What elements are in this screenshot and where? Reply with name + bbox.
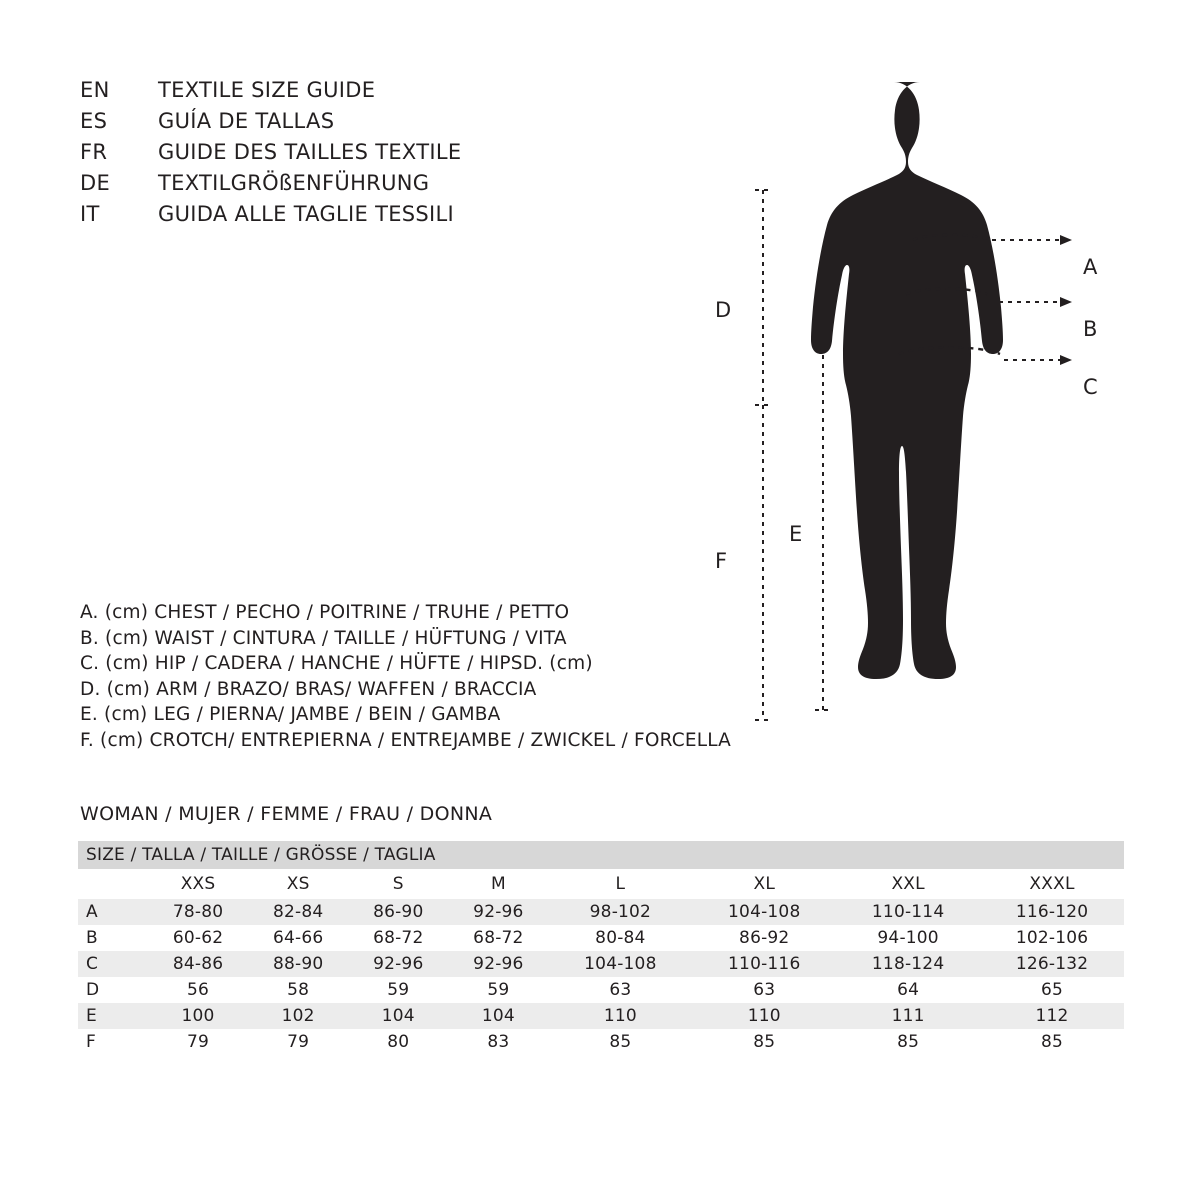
cell-e-l: 110 (548, 1003, 692, 1029)
title-row (80, 78, 700, 109)
row-label-f: F (78, 1029, 148, 1055)
row-label-b: B (78, 925, 148, 951)
legend-block (80, 600, 780, 753)
arrow-c (1060, 355, 1072, 365)
size-col-xxxl: XXXL (980, 869, 1124, 899)
cell-d-m: 59 (448, 977, 548, 1003)
dimension-label-c: C (1083, 375, 1098, 399)
dimension-label-e: E (789, 522, 803, 546)
title-text-it: GUIDA ALLE TAGLIE TESSILI (158, 202, 455, 226)
cell-f-m: 83 (448, 1029, 548, 1055)
cell-f-xs: 79 (248, 1029, 348, 1055)
cell-b-xxs: 60-62 (148, 925, 248, 951)
cell-a-m: 92-96 (448, 899, 548, 925)
dimension-label-b: B (1083, 317, 1098, 341)
cell-a-l: 98-102 (548, 899, 692, 925)
cell-e-s: 104 (348, 1003, 448, 1029)
title-row (80, 109, 700, 140)
cell-c-m: 92-96 (448, 951, 548, 977)
row-label-d: D (78, 977, 148, 1003)
cell-c-xxl: 118-124 (836, 951, 980, 977)
cell-a-xs: 82-84 (248, 899, 348, 925)
cell-c-s: 92-96 (348, 951, 448, 977)
cell-a-s: 86-90 (348, 899, 448, 925)
table-header-row (78, 841, 1124, 869)
title-row (80, 171, 700, 202)
legend-item-d: D. (cm) ARM / BRAZO/ BRAS/ WAFFEN / BRACCIA (80, 678, 537, 700)
size-col-xl: XL (692, 869, 836, 899)
cell-a-xxl: 110-114 (836, 899, 980, 925)
dimension-label-a: A (1083, 255, 1098, 279)
cell-c-xs: 88-90 (248, 951, 348, 977)
cell-b-l: 80-84 (548, 925, 692, 951)
arrow-b (1060, 297, 1072, 307)
legend-item-e: E. (cm) LEG / PIERNA/ JAMBE / BEIN / GAMBA (80, 704, 501, 725)
cell-e-xxl: 111 (836, 1003, 980, 1029)
cell-e-xl: 110 (692, 1003, 836, 1029)
cell-e-xs: 102 (248, 1003, 348, 1029)
dimension-d (755, 190, 771, 405)
title-lang-es: ES (80, 109, 108, 133)
dimension-label-d: D (715, 298, 732, 322)
table-sizes-row (78, 869, 1124, 899)
cell-d-xxxl: 65 (980, 977, 1124, 1003)
cell-d-xs: 58 (248, 977, 348, 1003)
title-row (80, 202, 700, 233)
title-text-en: TEXTILE SIZE GUIDE (158, 78, 376, 102)
legend-item-b: B. (cm) WAIST / CINTURA / TAILLE / HÜFTUNG / VITA (80, 627, 567, 649)
leader-arrowheads (1060, 235, 1072, 365)
size-col-xs: XS (248, 869, 348, 899)
cell-d-xxl: 64 (836, 977, 980, 1003)
cell-b-m: 68-72 (448, 925, 548, 951)
cell-f-xxs: 79 (148, 1029, 248, 1055)
table-row (78, 899, 1124, 925)
cell-f-xxxl: 85 (980, 1029, 1124, 1055)
table-row (78, 1029, 1124, 1055)
legend-item-f: F. (cm) CROTCH/ ENTREPIERNA / ENTREJAMBE / ZWICKEL / FORCELLA (80, 729, 732, 751)
size-col-s: S (348, 869, 448, 899)
cell-b-xxl: 94-100 (836, 925, 980, 951)
cell-c-xxs: 84-86 (148, 951, 248, 977)
cell-b-xs: 64-66 (248, 925, 348, 951)
cell-e-m: 104 (448, 1003, 548, 1029)
title-lang-fr: FR (80, 140, 108, 164)
row-label-e: E (78, 1003, 148, 1029)
size-col-xxs: XXS (148, 869, 248, 899)
cell-e-xxs: 100 (148, 1003, 248, 1029)
size-col-xxl: XXL (836, 869, 980, 899)
title-text-de: TEXTILGRÖßENFÜHRUNG (158, 171, 430, 195)
title-text-fr: GUIDE DES TAILLES TEXTILE (158, 140, 462, 164)
cell-c-l: 104-108 (548, 951, 692, 977)
cell-a-xl: 104-108 (692, 899, 836, 925)
dimension-e (815, 292, 831, 710)
size-table (78, 841, 1124, 1055)
title-row (80, 140, 700, 171)
arrow-a (1060, 235, 1072, 245)
section-heading-woman: WOMAN / MUJER / FEMME / FRAU / DONNA (80, 803, 493, 825)
cell-d-l: 63 (548, 977, 692, 1003)
cell-f-s: 80 (348, 1029, 448, 1055)
cell-c-xl: 110-116 (692, 951, 836, 977)
cell-f-xxl: 85 (836, 1029, 980, 1055)
cell-c-xxxl: 126-132 (980, 951, 1124, 977)
table-row (78, 925, 1124, 951)
row-label-c: C (78, 951, 148, 977)
legend-item-a: A. (cm) CHEST / PECHO / POITRINE / TRUHE / PETTO (80, 602, 570, 623)
cell-d-xxs: 56 (148, 977, 248, 1003)
size-col-m: M (448, 869, 548, 899)
cell-a-xxxl: 116-120 (980, 899, 1124, 925)
table-row (78, 977, 1124, 1003)
row-label-a: A (78, 899, 148, 925)
title-lang-en: EN (80, 78, 110, 102)
cell-e-xxxl: 112 (980, 1003, 1124, 1029)
cell-d-s: 59 (348, 977, 448, 1003)
title-text-es: GUÍA DE TALLAS (158, 109, 335, 133)
table-row (78, 1003, 1124, 1029)
cell-f-xl: 85 (692, 1029, 836, 1055)
cell-b-xl: 86-92 (692, 925, 836, 951)
title-block (80, 78, 700, 233)
dimension-label-f: F (715, 549, 728, 573)
sizes-row-corner (78, 869, 148, 899)
size-col-l: L (548, 869, 692, 899)
table-row (78, 951, 1124, 977)
cell-a-xxs: 78-80 (148, 899, 248, 925)
cell-b-xxxl: 102-106 (980, 925, 1124, 951)
female-body-silhouette (811, 82, 1003, 679)
title-lang-it: IT (80, 202, 100, 226)
legend-item-c: C. (cm) HIP / CADERA / HANCHE / HÜFTE / HIPSD. (cm) (80, 653, 593, 674)
title-lang-de: DE (80, 171, 111, 195)
cell-b-s: 68-72 (348, 925, 448, 951)
cell-f-l: 85 (548, 1029, 692, 1055)
cell-d-xl: 63 (692, 977, 836, 1003)
table-header-label: SIZE / TALLA / TAILLE / GRÖSSE / TAGLIA (78, 841, 1124, 869)
